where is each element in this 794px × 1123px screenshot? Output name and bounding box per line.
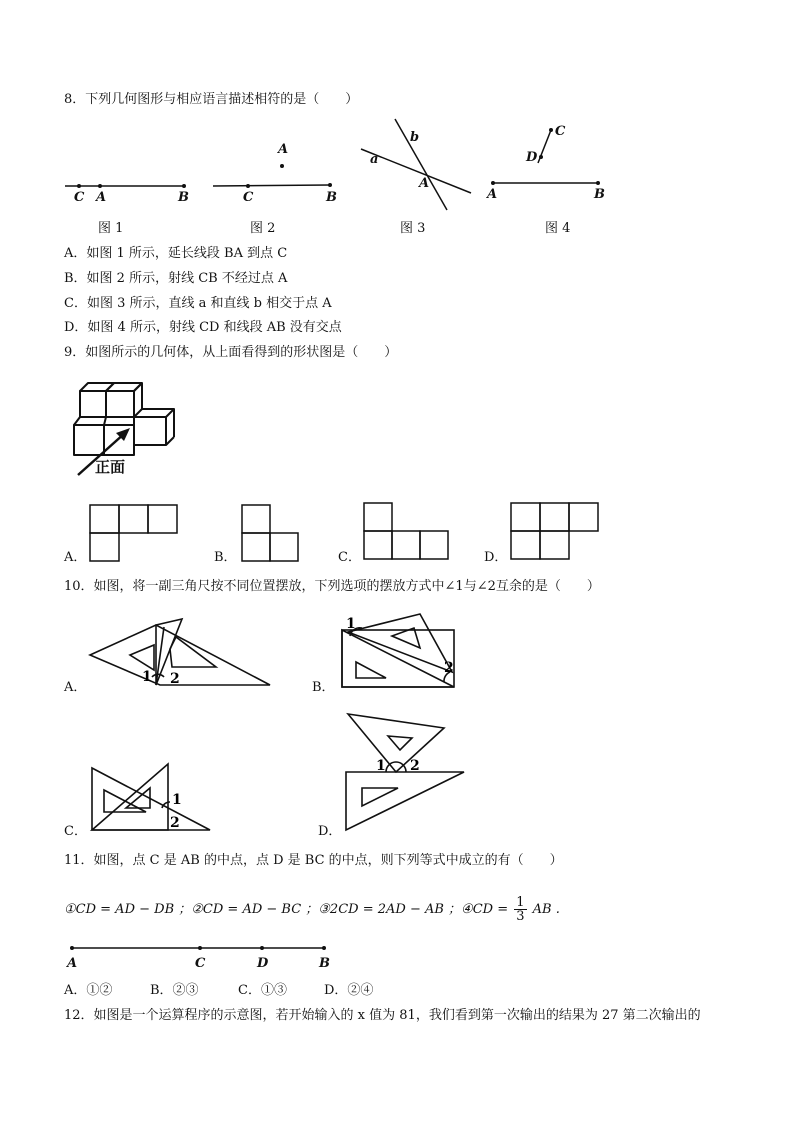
q10-c-angle-2: 2 xyxy=(170,815,180,831)
q10-c-angle-1: 1 xyxy=(172,792,182,808)
q9-option-d-figure[interactable] xyxy=(509,501,601,563)
q10-option-c-figure[interactable] xyxy=(86,760,216,835)
q10-option-d-figure[interactable] xyxy=(340,708,470,833)
q10-b-angle-2: 2 xyxy=(444,660,454,676)
q11-equation-tail: AB . xyxy=(532,902,560,917)
q8-stem: 8．下列几何图形与相应语言描述相符的是（ ） xyxy=(64,92,359,107)
q10-a-angle-2: 2 xyxy=(170,671,180,687)
q8-fig4-point-b: B xyxy=(594,187,605,202)
q8-fig4-point-a: A xyxy=(487,187,498,202)
q11-fraction-den: 3 xyxy=(516,909,525,924)
q8-fig3-caption: 图 3 xyxy=(400,221,426,236)
q10-stem: 10．如图，将一副三角尺按不同位置摆放，下列选项的摆放方式中∠1与∠2互余的是（ ） xyxy=(64,579,600,594)
q11-option-c: C．①③ xyxy=(238,983,287,998)
q8-fig4-caption: 图 4 xyxy=(545,221,571,236)
q8-option-b: B．如图 2 所示，射线 CB 不经过点 A xyxy=(64,271,288,286)
q11-equations-text: ①CD = AD − DB ；②CD = AD − BC ；③2CD = 2AD − AB ；④CD = xyxy=(64,902,513,917)
q9-option-c-label: C． xyxy=(338,550,361,565)
q8-fig1-point-a: A xyxy=(96,190,107,205)
q8-figure-2 xyxy=(205,150,345,210)
q9-option-b-figure[interactable] xyxy=(240,503,302,563)
q8-fig4-point-d: D xyxy=(526,150,538,165)
q10-a-angle-1: 1 xyxy=(142,669,152,685)
q8-fig2-point-a: A xyxy=(278,142,289,157)
q8-option-c: C．如图 3 所示，直线 a 和直线 b 相交于点 A xyxy=(64,296,332,311)
q10-option-b-figure[interactable] xyxy=(336,610,466,690)
q9-option-c-figure[interactable] xyxy=(362,501,452,563)
q11-point-c: C xyxy=(195,956,206,971)
q8-fig3-line-b: b xyxy=(410,130,420,145)
q11-option-d: D．②④ xyxy=(324,983,374,998)
q8-fig3-point-a: A xyxy=(419,176,430,191)
q10-option-a-figure[interactable] xyxy=(86,615,276,690)
q8-fig1-caption: 图 1 xyxy=(98,221,124,236)
q11-equations xyxy=(64,896,560,923)
q9-option-a-figure[interactable] xyxy=(88,503,180,563)
q9-option-b-label: B． xyxy=(214,550,237,565)
q9-front-label: 正面 xyxy=(95,458,126,476)
q8-option-a: A．如图 1 所示，延长线段 BA 到点 C xyxy=(64,246,288,261)
q8-fig2-caption: 图 2 xyxy=(250,221,276,236)
q11-option-a: A．①② xyxy=(64,983,113,998)
q11-point-b: B xyxy=(319,956,330,971)
q10-option-a-label: A． xyxy=(64,680,87,695)
q8-fig3-line-a: a xyxy=(370,152,379,167)
q8-figure-4 xyxy=(485,122,615,192)
q9-option-a-label: A． xyxy=(64,550,87,565)
q10-option-b-label: B． xyxy=(312,680,335,695)
q8-fig1-point-c: C xyxy=(74,190,85,205)
q8-fig2-point-b: B xyxy=(326,190,337,205)
q10-d-angle-2: 2 xyxy=(410,758,420,774)
q9-stem: 9．如图所示的几何体，从上面看得到的形状图是（ ） xyxy=(64,345,398,360)
q8-fig4-point-c: C xyxy=(555,124,566,139)
q11-fraction xyxy=(514,896,526,923)
q8-option-d: D．如图 4 所示，射线 CD 和线段 AB 没有交点 xyxy=(64,320,342,335)
q8-fig1-point-b: B xyxy=(178,190,189,205)
q11-stem: 11．如图，点 C 是 AB 的中点，点 D 是 BC 的中点，则下列等式中成立的有（ ） xyxy=(64,853,563,868)
q11-option-b: B．②③ xyxy=(150,983,199,998)
q10-option-c-label: C． xyxy=(64,824,87,839)
q9-option-d-label: D． xyxy=(484,550,508,565)
q11-point-d: D xyxy=(257,956,269,971)
q10-b-angle-1: 1 xyxy=(346,616,356,632)
q8-fig2-point-c: C xyxy=(243,190,254,205)
q12-stem: 12．如图是一个运算程序的示意图，若开始输入的 x 值为 81，我们看到第一次输出的结果为 27 第二次输出的 xyxy=(64,1008,701,1023)
q11-point-a: A xyxy=(67,956,78,971)
q11-fraction-num: 1 xyxy=(516,895,525,910)
q10-option-d-label: D． xyxy=(318,824,342,839)
q10-d-angle-1: 1 xyxy=(376,758,386,774)
